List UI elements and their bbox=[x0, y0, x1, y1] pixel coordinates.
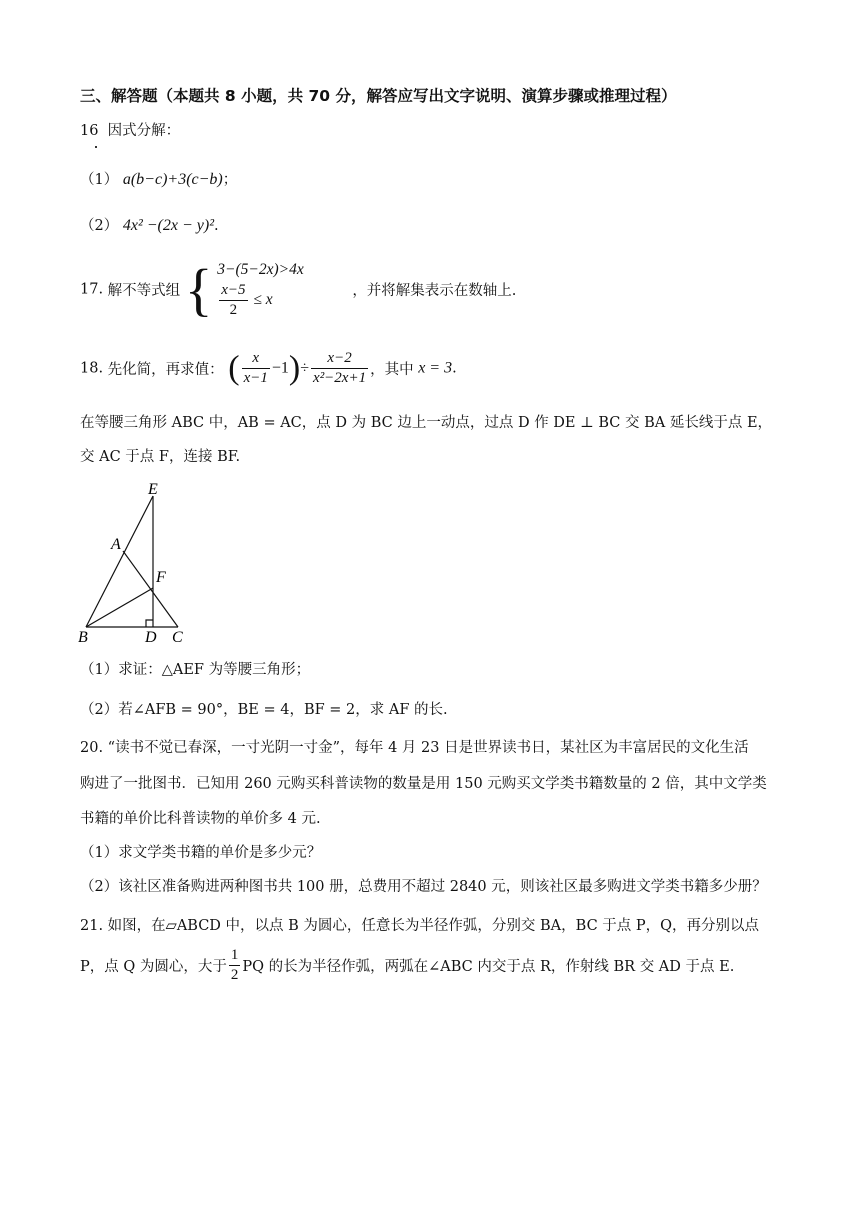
question-text: P，点 Q 为圆心，大于 bbox=[80, 959, 227, 975]
fraction-2 bbox=[311, 349, 368, 388]
fraction bbox=[219, 281, 247, 320]
numerator: x−2 bbox=[311, 349, 368, 369]
condition: x = 3 bbox=[418, 359, 453, 377]
punctuation: ； bbox=[222, 172, 238, 188]
punctuation: . bbox=[214, 218, 219, 234]
question-17 bbox=[80, 256, 516, 323]
question-number: 18. bbox=[80, 360, 104, 377]
label-e: E bbox=[148, 481, 158, 498]
question-text: ，并将解集表示在数轴上. bbox=[352, 283, 517, 299]
question-text: 先化简，再求值： bbox=[107, 362, 224, 378]
part-label: （2） bbox=[80, 218, 119, 234]
numerator: 1 bbox=[229, 946, 241, 966]
math-expression: a(b−c)+3(c−b) bbox=[122, 171, 223, 188]
question-20-part1: （1）求文学类书籍的单价是多少元？ bbox=[80, 845, 322, 861]
question-20-line3: 书籍的单价比科普读物的单价多 4 元. bbox=[80, 811, 321, 827]
triangle-figure bbox=[74, 478, 194, 648]
label-c: C bbox=[172, 629, 183, 646]
label-d: D bbox=[145, 629, 157, 646]
question-16-part1 bbox=[80, 170, 237, 190]
question-21-line1: 21. 如图，在▱ABCD 中，以点 B 为圆心，任意长为半径作弧，分别交 BA，BC 于点 P，Q，再分别以点 bbox=[80, 918, 760, 934]
label-f: F bbox=[156, 569, 166, 586]
inequality-1: 3−(5−2x)>4x bbox=[217, 261, 304, 278]
fraction-half bbox=[229, 946, 241, 985]
part-label: （1） bbox=[80, 172, 119, 188]
question-text: ，其中 bbox=[370, 362, 414, 378]
system-brace: { bbox=[184, 257, 213, 322]
question-21-line2 bbox=[80, 946, 734, 985]
question-16-part2 bbox=[80, 216, 219, 236]
question-text: 解不等式组 bbox=[107, 283, 181, 299]
right-angle-mark bbox=[146, 620, 153, 627]
punctuation: . bbox=[452, 360, 457, 377]
label-b: B bbox=[78, 629, 88, 646]
denominator: x²−2x+1 bbox=[313, 370, 367, 386]
question-18 bbox=[80, 349, 457, 388]
question-20-line2: 购进了一批图书．已知用 260 元购买科普读物的数量是用 150 元购买文学类书籍数量的 2 倍，其中文学类 bbox=[80, 776, 767, 792]
denominator: 2 bbox=[230, 967, 239, 983]
question-20-part2: （2）该社区准备购进两种图书共 100 册，总费用不超过 2840 元，则该社区最多购进文学类书籍多少册？ bbox=[80, 879, 767, 895]
math-expression: 4x² −(2x − y)² bbox=[122, 217, 214, 234]
fraction-1 bbox=[242, 349, 270, 388]
question-16-stem bbox=[80, 121, 180, 141]
question-19-line2: 交 AC 于点 F，连接 BF. bbox=[80, 449, 241, 465]
question-text: 因式分解： bbox=[107, 123, 181, 139]
math-term: −1 bbox=[271, 359, 289, 377]
question-number: 17. bbox=[80, 281, 104, 298]
inequality-2 bbox=[217, 281, 303, 320]
divide-sign: ÷ bbox=[300, 359, 310, 377]
section-title: 三、解答题（本题共 8 小题，共 70 分，解答应写出文字说明、演算步骤或推理过程） bbox=[80, 87, 677, 105]
question-text: PQ 的长为半径作弧，两弧在∠ABC 内交于点 R，作射线 BR 交 AD 于点 E. bbox=[242, 959, 735, 975]
numerator: x bbox=[242, 349, 270, 369]
question-19-part1: （1）求证：△AEF 为等腰三角形； bbox=[80, 662, 311, 678]
question-20-line1: 20. “读书不觉已春深，一寸光阴一寸金”，每年 4 月 23 日是世界读书日，某社区为丰富居民的文化生活 bbox=[80, 740, 749, 756]
label-a: A bbox=[111, 536, 121, 553]
numerator: x−5 bbox=[219, 281, 247, 301]
paren-close: ) bbox=[288, 349, 301, 387]
denominator: x−1 bbox=[243, 370, 268, 386]
denominator: 2 bbox=[229, 302, 238, 318]
inequality-system bbox=[217, 259, 303, 320]
question-19-part2: （2）若∠AFB = 90°，BE = 4，BF = 2，求 AF 的长. bbox=[80, 702, 448, 718]
stray-dot bbox=[95, 146, 97, 148]
question-19-line1: 在等腰三角形 ABC 中，AB = AC，点 D 为 BC 边上一动点，过点 D 作 DE ⊥ BC 交 BA 延长线于点 E， bbox=[80, 415, 773, 431]
question-number: 16 bbox=[80, 123, 99, 139]
inequality-rhs: ≤ x bbox=[253, 291, 273, 309]
paren-open: ( bbox=[228, 349, 240, 387]
